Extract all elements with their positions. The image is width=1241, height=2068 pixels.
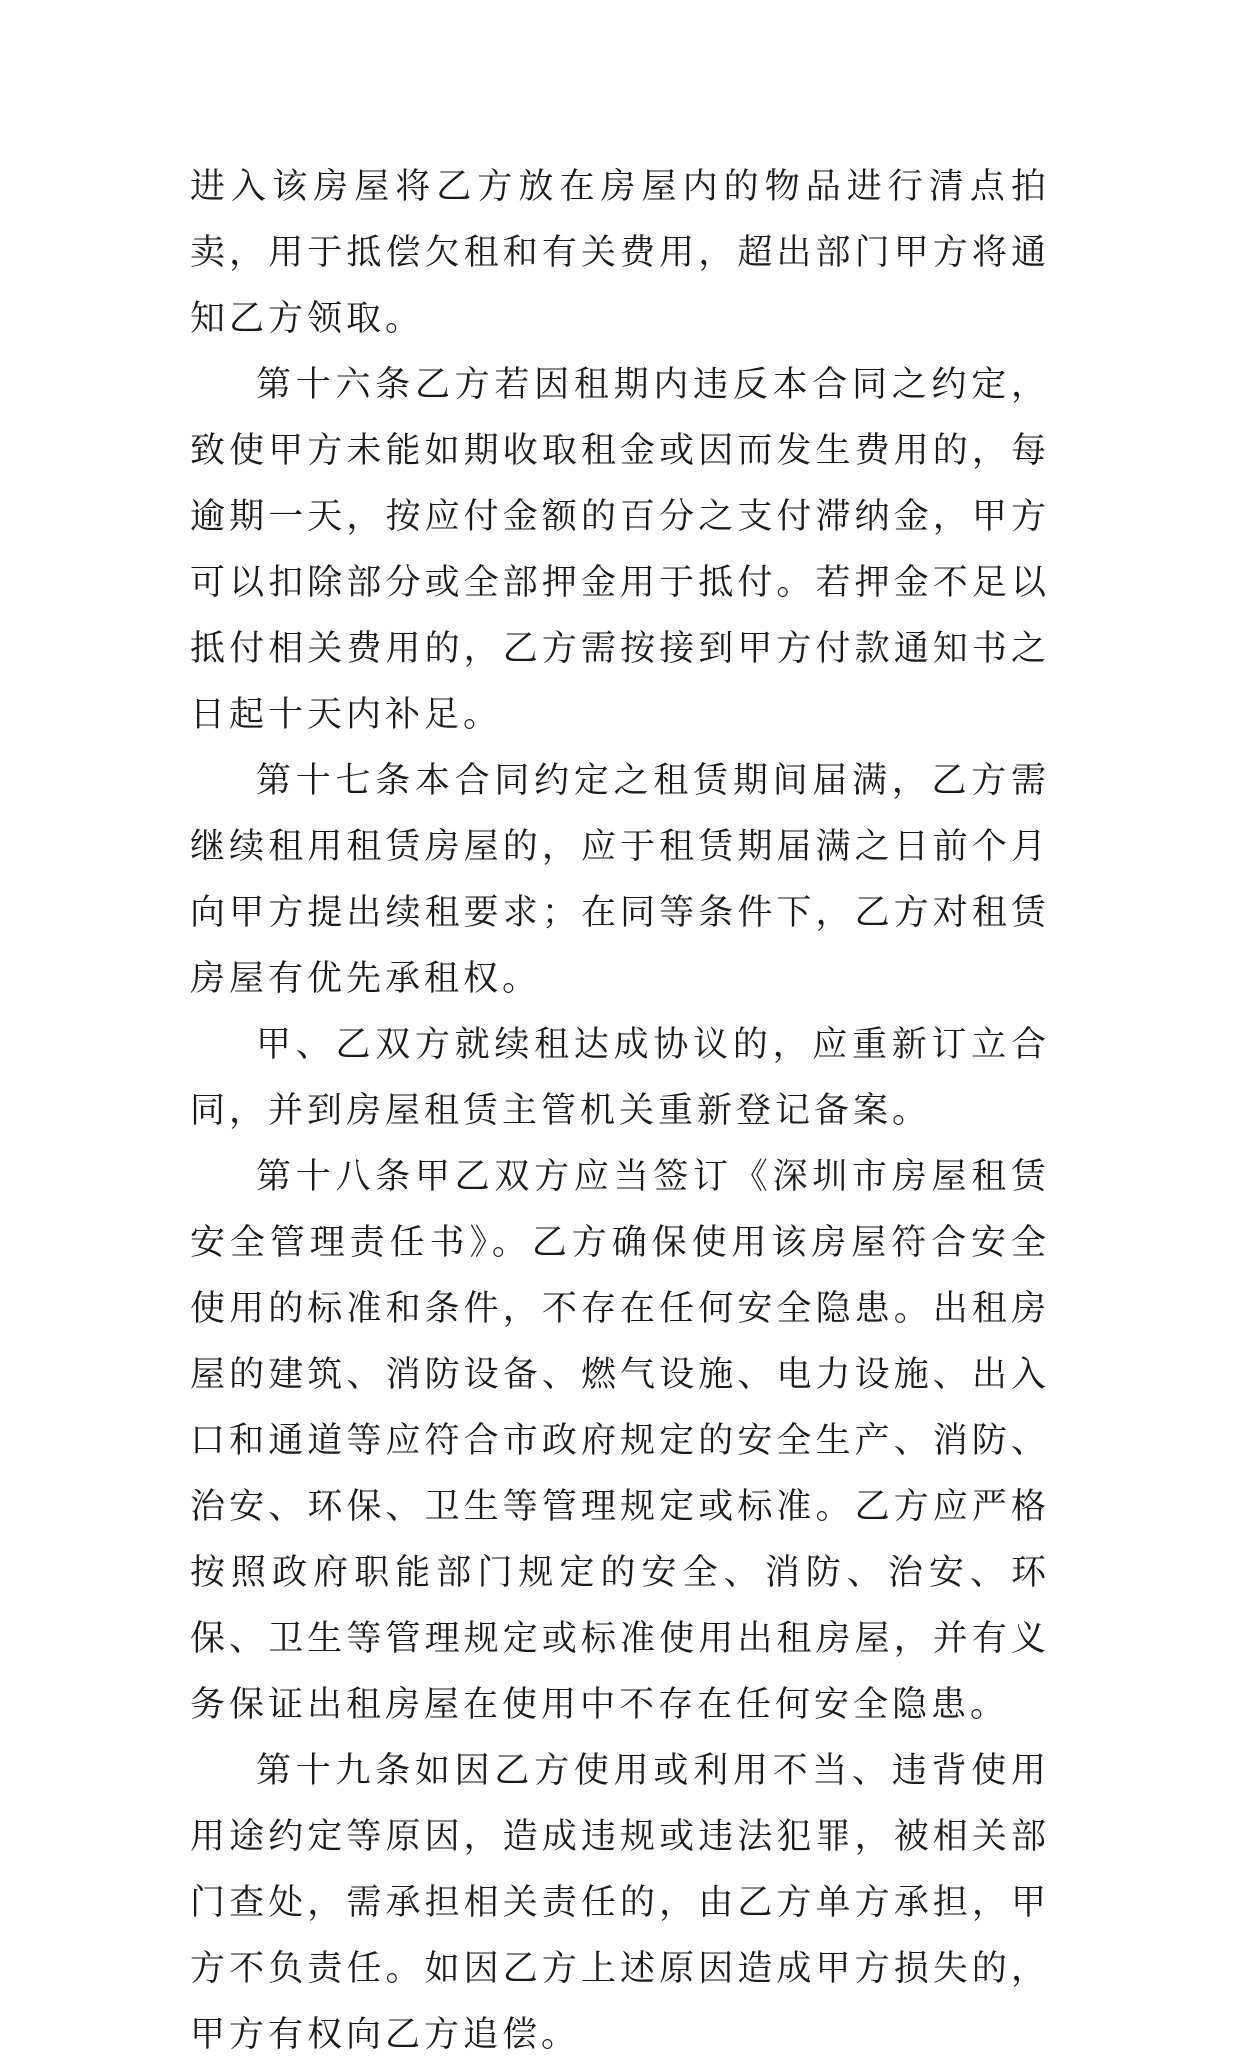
document-page [190, 154, 1050, 2068]
paragraph-article-18: 第十八条甲乙双方应当签订《深圳市房屋租赁安全管理责任书》。乙方确保使用该房屋符合安全使用的标准和条件，不存在任何安全隐患。出租房屋的建筑、消防设备、燃气设施、电力设施、出入口和通道等应符合市政府规定的安全生产、消防、治安、环保、卫生等管理规定或标准。乙方应严格按照政府职能部门规定的安全、消防、治安、环保、卫生等管理规定或标准使用出租房屋，并有义务保证出租房屋在使用中不存在任何安全隐患。 [190, 1157, 1050, 1725]
paragraph-renewal-agreement: 甲、乙双方就续租达成协议的，应重新订立合同，并到房屋租赁主管机关重新登记备案。 [190, 1025, 1050, 1131]
paragraph-article-19: 第十九条如因乙方使用或利用不当、违背使用用途约定等原因，造成违规或违法犯罪，被相关部门查处，需承担相关责任的，由乙方单方承担，甲方不负责任。如因乙方上述原因造成甲方损失的，甲方有权向乙方追偿。 [190, 1751, 1050, 2055]
paragraph-article-16: 第十六条乙方若因租期内违反本合同之约定，致使甲方未能如期收取租金或因而发生费用的，每逾期一天，按应付金额的百分之支付滞纳金，甲方可以扣除部分或全部押金用于抵付。若押金不足以抵付相关费用的，乙方需按接到甲方付款通知书之日起十天内补足。 [190, 365, 1050, 735]
paragraph-article-17: 第十七条本合同约定之租赁期间届满，乙方需继续租用租赁房屋的，应于租赁期届满之日前个月向甲方提出续租要求；在同等条件下，乙方对租赁房屋有优先承租权。 [190, 761, 1050, 999]
paragraph-continuation: 进入该房屋将乙方放在房屋内的物品进行清点拍卖，用于抵偿欠租和有关费用，超出部门甲方将通知乙方领取。 [190, 167, 1050, 339]
